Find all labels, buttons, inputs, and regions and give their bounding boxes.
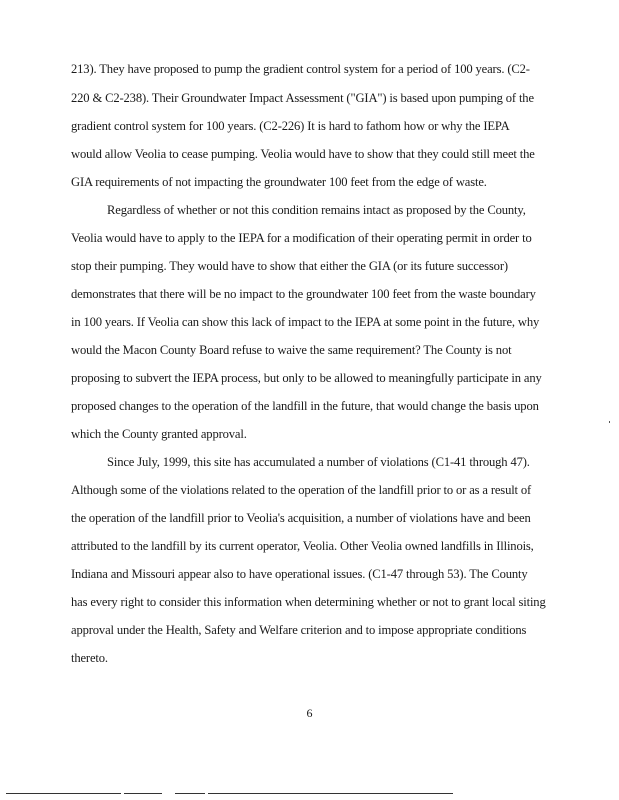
paragraph-1-line-5: GIA requirements of not impacting the groundwater 100 feet from the edge of waste.: [71, 175, 487, 189]
page-number: 6: [306, 706, 313, 720]
paragraph-3-line-4: attributed to the landfill by its current operator, Veolia. Other Veolia owned landfills in Illinois,: [71, 539, 534, 553]
bottom-rule-segment-3: [175, 793, 205, 794]
paragraph-3-line-8: thereto.: [71, 651, 108, 665]
paragraph-1-line-1: 213). They have proposed to pump the gradient control system for a period of 100 years. (C2-: [71, 62, 530, 76]
scan-mark: [609, 421, 610, 423]
bottom-rule-segment-1: [6, 793, 121, 794]
paragraph-2-line-2: Veolia would have to apply to the IEPA for a modification of their operating permit in order to: [71, 231, 532, 245]
paragraph-2-line-8: proposed changes to the operation of the landfill in the future, that would change the basis upon: [71, 399, 539, 413]
paragraph-3-line-3: the operation of the landfill prior to Veolia's acquisition, a number of violations have and been: [71, 511, 531, 525]
paragraph-2-line-6: would the Macon County Board refuse to waive the same requirement? The County is not: [71, 343, 512, 357]
paragraph-2-line-9: which the County granted approval.: [71, 427, 247, 441]
paragraph-2-line-4: demonstrates that there will be no impact to the groundwater 100 feet from the waste boundary: [71, 287, 536, 301]
paragraph-1-line-2: 220 & C2-238). Their Groundwater Impact Assessment ("GIA") is based upon pumping of the: [71, 91, 534, 105]
paragraph-3-line-7: approval under the Health, Safety and Welfare criterion and to impose appropriate conditions: [71, 623, 527, 637]
bottom-rule-segment-2: [124, 793, 162, 794]
paragraph-1-line-4: would allow Veolia to cease pumping. Veolia would have to show that they could still meet the: [71, 147, 535, 161]
paragraph-2-line-1: Regardless of whether or not this condition remains intact as proposed by the County,: [107, 203, 526, 217]
paragraph-2-line-5: in 100 years. If Veolia can show this lack of impact to the IEPA at some point in the future, why: [71, 315, 540, 329]
bottom-rule-segment-4: [208, 793, 453, 794]
paragraph-2-line-7: proposing to subvert the IEPA process, but only to be allowed to meaningfully participate in any: [71, 371, 542, 385]
paragraph-3-line-5: Indiana and Missouri appear also to have operational issues. (C1-47 through 53). The County: [71, 567, 528, 581]
paragraph-3-line-2: Although some of the violations related to the operation of the landfill prior to or as a result of: [71, 483, 532, 497]
paragraph-3-line-6: has every right to consider this information when determining whether or not to grant local siting: [71, 595, 546, 609]
paragraph-3-line-1: Since July, 1999, this site has accumulated a number of violations (C1-41 through 47).: [107, 455, 530, 469]
paragraph-2-line-3: stop their pumping. They would have to show that either the GIA (or its future successor): [71, 259, 508, 273]
paragraph-1-line-3: gradient control system for 100 years. (C2-226) It is hard to fathom how or why the IEPA: [71, 119, 510, 133]
